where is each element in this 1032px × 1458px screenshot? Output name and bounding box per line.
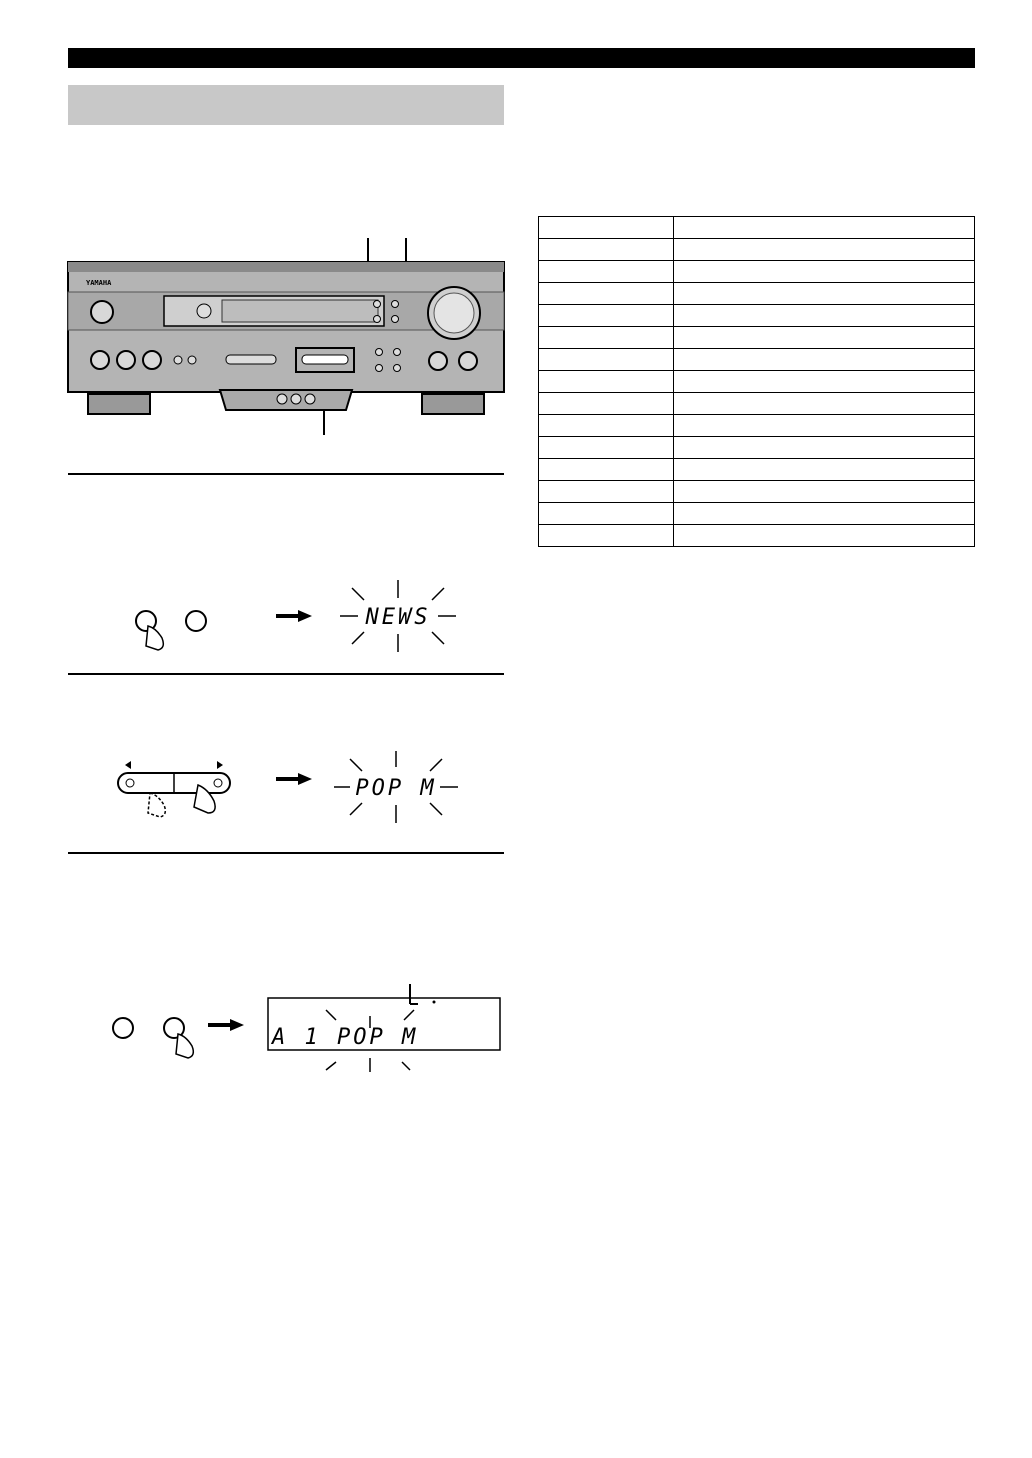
arrow-right-icon <box>208 1019 244 1031</box>
button-f <box>394 365 401 372</box>
sensor-icon <box>197 304 211 318</box>
table-cell-type <box>674 525 975 547</box>
arrow-right-icon <box>276 610 312 622</box>
jack-1 <box>277 394 287 404</box>
right-foot <box>422 394 484 414</box>
hand-icon <box>176 1034 193 1058</box>
table-row <box>539 393 975 415</box>
table-cell-code <box>539 481 674 503</box>
table-row <box>539 481 975 503</box>
table-cell-code <box>539 327 674 349</box>
display-news: NEWS <box>365 605 431 630</box>
step3-illustration <box>100 980 510 1080</box>
right-arrow-icon <box>217 761 223 769</box>
table-cell-code <box>539 371 674 393</box>
knob-1 <box>91 351 109 369</box>
divider-step-3 <box>68 852 504 854</box>
table-row <box>539 459 975 481</box>
table-row <box>539 283 975 305</box>
table-cell-type <box>674 349 975 371</box>
pty-seek-button-icon <box>186 611 206 631</box>
left-foot <box>88 394 150 414</box>
jack-2 <box>291 394 301 404</box>
section-header <box>68 85 504 125</box>
button-b <box>392 301 399 308</box>
knob-3 <box>143 351 161 369</box>
table-row <box>539 371 975 393</box>
button-e <box>376 365 383 372</box>
program-type-table <box>538 216 975 547</box>
divider-step-1 <box>68 473 504 475</box>
rds-mode-button-icon <box>113 1018 133 1038</box>
table-cell-type <box>674 481 975 503</box>
table-cell-code <box>539 415 674 437</box>
table-cell-code <box>539 239 674 261</box>
indicator-dot <box>433 1001 436 1004</box>
button-c <box>376 349 383 356</box>
table-row <box>539 239 975 261</box>
table-cell-code <box>539 305 674 327</box>
brand-logo: YAMAHA <box>86 279 112 287</box>
button-a <box>374 301 381 308</box>
display-a1-pop-m: A 1 POP M <box>272 1025 419 1050</box>
table-row <box>539 349 975 371</box>
table-row <box>539 437 975 459</box>
rds-mode-button <box>374 316 381 323</box>
receiver-top-strip <box>68 262 504 272</box>
button-d <box>394 349 401 356</box>
step2-illustration <box>100 745 480 835</box>
step1-illustration <box>100 570 480 660</box>
table-cell-code <box>539 459 674 481</box>
table-row <box>539 261 975 283</box>
table-row <box>539 217 975 239</box>
table-cell-code <box>539 393 674 415</box>
table-cell-type <box>674 371 975 393</box>
knob-4 <box>429 352 447 370</box>
left-arrow-icon <box>125 761 131 769</box>
display-pop-m: POP M <box>355 776 437 801</box>
table-cell-type <box>674 459 975 481</box>
small-knob-2 <box>188 356 196 364</box>
selector-switch <box>226 355 276 364</box>
table-cell-type <box>674 261 975 283</box>
divider-step-2 <box>68 673 504 675</box>
power-button <box>91 301 113 323</box>
table-cell-code <box>539 261 674 283</box>
table-cell-type <box>674 437 975 459</box>
volume-knob-inner <box>434 293 474 333</box>
top-bar <box>68 48 975 68</box>
table-cell-type <box>674 327 975 349</box>
dotted-hand-icon <box>148 793 165 817</box>
table-cell-code <box>539 525 674 547</box>
preset-tuning-switch <box>302 355 348 364</box>
display-screen <box>222 300 378 322</box>
table-row <box>539 305 975 327</box>
table-cell-code <box>539 503 674 525</box>
table-row <box>539 503 975 525</box>
small-knob-1 <box>174 356 182 364</box>
jack-3 <box>305 394 315 404</box>
table-cell-type <box>674 393 975 415</box>
knob-5 <box>459 352 477 370</box>
receiver-illustration <box>60 230 510 460</box>
table-row <box>539 415 975 437</box>
table-cell-type <box>674 415 975 437</box>
table-row <box>539 525 975 547</box>
table-cell-code <box>539 349 674 371</box>
table-cell-type <box>674 239 975 261</box>
hand-icon <box>146 626 163 650</box>
table-cell-code <box>539 283 674 305</box>
table-cell-type <box>674 305 975 327</box>
pty-seek-button <box>392 316 399 323</box>
knob-2 <box>117 351 135 369</box>
table-cell-type <box>674 217 975 239</box>
table-cell-type <box>674 283 975 305</box>
table-cell-code <box>539 437 674 459</box>
table-row <box>539 327 975 349</box>
table-cell-code <box>539 217 674 239</box>
table-cell-type <box>674 503 975 525</box>
arrow-right-icon <box>276 773 312 785</box>
